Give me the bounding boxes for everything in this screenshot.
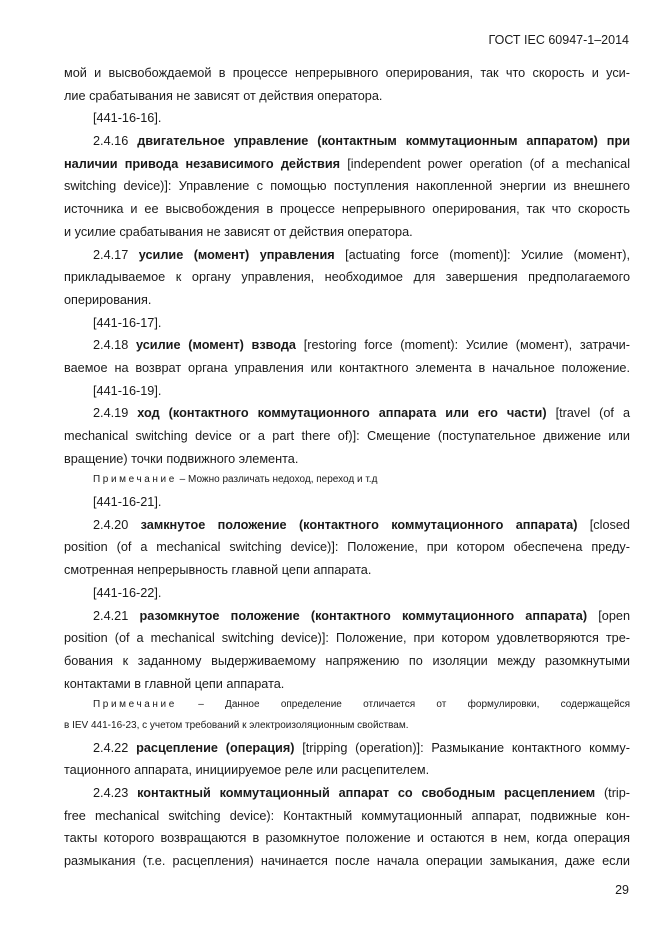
text-line: и усилие срабатывания не зависят от действия оператора. [64, 224, 413, 239]
term-definition: [travel (of a [555, 406, 631, 421]
term-2-4-20 [64, 514, 630, 537]
note-text: – Данное определение отличается от формулировки, содержащейся [198, 699, 630, 711]
term-number: 2.4.21 [93, 608, 129, 623]
term-number: 2.4.23 [93, 786, 129, 800]
text-line: тационного аппарата, инициируемое реле или расцепителем. [64, 763, 430, 778]
term-number: 2.4.20 [93, 517, 129, 532]
term-2-4-23 [64, 782, 630, 805]
note-label: Примечание [93, 474, 177, 486]
reference: [441-16-22]. [93, 585, 162, 600]
text-line: смотренная непрерывность главной цепи аппарата. [64, 563, 372, 578]
term-title: расцепление (операция) [136, 740, 295, 755]
term-number: 2.4.19 [93, 406, 129, 421]
term-title: замкнутое положение (контактного коммутационного аппарата) [140, 517, 578, 532]
term-title: двигательное управление (контактным коммутационным аппаратом) при [137, 134, 630, 149]
term-definition: [actuating force (moment)]: Усилие (момент), [345, 247, 631, 262]
term-title: контактный коммутационный аппарат со свободным расцеплением [137, 786, 596, 800]
note-continuation: в IEV 441-16-23, с учетом требований к электроизоляционным свойствам. [64, 719, 409, 731]
term-definition: (trip- [603, 786, 631, 800]
text-line: мой и высвобождаемой в процессе непрерывного оперирования, так что скорость и уси- [64, 66, 630, 80]
term-title: наличии привода независимого действия [64, 156, 341, 171]
reference: [441-16-17]. [93, 315, 162, 330]
text-line: free mechanical switching device): Контактный коммутационный аппарат, подвижные кон- [64, 808, 630, 823]
text-line: position (of a mechanical switching device)]: Положение, при котором удовлетворяются тре- [64, 631, 630, 646]
note-text: – Можно различать недоход, переход и т.д [179, 474, 378, 486]
term-number: 2.4.17 [93, 247, 129, 262]
page-number: 29 [615, 883, 629, 897]
term-title: усилие (момент) управления [138, 247, 335, 262]
note-label: Примечание [93, 699, 177, 711]
term-number: 2.4.16 [93, 134, 129, 149]
term-definition: [closed [589, 517, 630, 532]
note [64, 695, 630, 716]
term-definition: [restoring force (moment): Усилие (момент), затрачи- [303, 338, 630, 353]
term-title: ход (контактного коммутационного аппарата или его части) [137, 406, 547, 421]
term-title: усилие (момент) взвода [136, 338, 296, 353]
reference: [441-16-21]. [93, 495, 162, 510]
text-line: такты которого возвращаются в разомкнутое положение и остаются в нем, когда операция [64, 831, 630, 846]
reference: [441-16-19]. [93, 383, 162, 398]
text-line: вращение) точки подвижного элемента. [64, 451, 299, 466]
term-2-4-22 [64, 737, 630, 760]
text-line: контактами в главной цепи аппарата. [64, 676, 285, 691]
term-definition: [open [598, 608, 631, 623]
term-english: [independent power operation (of a mechanical [347, 156, 631, 171]
text-line: mechanical switching device or a part there of)]: Смещение (поступательное движение или [64, 429, 630, 443]
term-2-4-19 [64, 402, 630, 425]
term-number: 2.4.22 [93, 740, 129, 755]
text-line [64, 153, 630, 176]
document-header: ГОСТ IEC 60947-1–2014 [488, 33, 629, 47]
note [64, 470, 630, 491]
document-body [64, 62, 630, 873]
text-line: прикладываемое к органу управления, необходимое для завершения предполагаемого [64, 270, 630, 285]
term-2-4-16 [64, 130, 630, 153]
reference: [441-16-16]. [93, 111, 162, 126]
text-line: лие срабатывания не зависят от действия оператора. [64, 88, 383, 103]
term-title: разомкнутое положение (контактного коммутационного аппарата) [139, 608, 588, 623]
text-line: switching device)]: Управление с помощью поступления накопленной энергии из внешнего [64, 179, 630, 194]
term-definition: [tripping (operation)]: Размыкание контактного комму- [302, 740, 630, 755]
term-2-4-17 [64, 244, 630, 267]
term-2-4-21 [64, 605, 630, 628]
text-line: источника и ее высвобождения в процессе непрерывного оперирования, так что скорость [64, 202, 630, 217]
term-number: 2.4.18 [93, 338, 129, 353]
term-2-4-18 [64, 334, 630, 357]
text-line: бования к заданному выдерживаемому напряжению по изоляции между разомкнутыми [64, 653, 630, 668]
text-line: оперирования. [64, 292, 152, 307]
text-line: position (of a mechanical switching device)]: Положение, при котором обеспечена преду- [64, 540, 630, 555]
text-line: ваемое на возврат органа управления или контактного элемента в начальное положение. [64, 360, 630, 375]
text-line: размыкания (т.е. расцепления) начинается после начала операции замыкания, даже если [64, 854, 630, 869]
